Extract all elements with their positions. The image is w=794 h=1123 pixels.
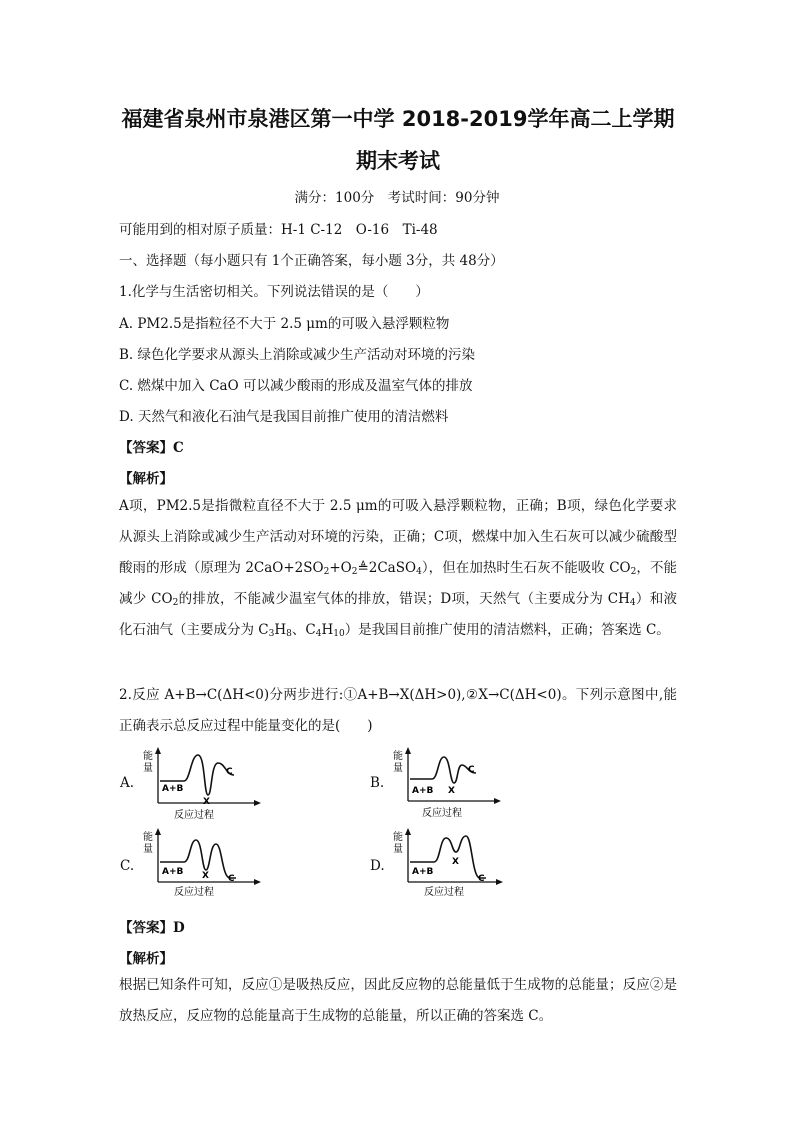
x-axis-label: 反应过程 [422, 808, 462, 819]
q2-answer: 【答案】D [119, 920, 185, 936]
q1-stem: 1.化学与生活密切相关。下列说法错误的是（ ） [119, 284, 429, 300]
label-reactant: A+B [162, 784, 184, 794]
label-product: C [478, 874, 485, 884]
q1-analysis-heading: 【解析】 [119, 471, 173, 487]
label-product: C [468, 765, 475, 775]
q2-option-c-label: C. [120, 858, 135, 874]
page-title: 福建省泉州市泉港区第一中学 2018-2019学年高二上学期期末考试 [121, 107, 675, 173]
x-axis-label: 反应过程 [174, 810, 214, 821]
label-intermediate: X [202, 871, 209, 881]
q1-option-c: C. 燃煤中加入 CaO 可以减少酸雨的形成及温室气体的排放 [119, 378, 473, 394]
energy-diagram-c [140, 828, 270, 898]
label-reactant: A+B [412, 867, 434, 877]
y-axis-label-2: 量 [143, 763, 153, 774]
label-intermediate: X [203, 797, 210, 807]
q2-analysis-heading: 【解析】 [119, 951, 173, 967]
energy-diagram-d [390, 828, 520, 898]
q1-option-b: B. 绿色化学要求从源头上消除或减少生产活动对环境的污染 [119, 347, 476, 363]
exam-info: 满分：100分 考试时间：90分钟 [294, 190, 500, 206]
x-axis-label: 反应过程 [174, 887, 214, 898]
label-product: C [228, 874, 235, 884]
section-heading: 一、选择题（每小题只有 1个正确答案，每小题 3分，共 48分） [119, 253, 504, 269]
y-axis-label-2: 量 [393, 844, 403, 855]
label-reactant: A+B [162, 867, 184, 877]
q1-option-a: A. PM2.5是指粒径不大于 2.5 μm的可吸入悬浮颗粒物 [119, 316, 450, 332]
energy-diagram-a [140, 745, 270, 823]
energy-diagram-b [390, 745, 520, 823]
label-product: C [226, 767, 233, 777]
y-axis-label-2: 量 [143, 844, 153, 855]
q1-answer: 【答案】C [119, 440, 184, 456]
atomic-masses: 可能用到的相对原子质量：H-1 C-12 O-16 Ti-48 [119, 222, 438, 238]
q2-analysis: 根据已知条件可知，反应①是吸热反应，因此反应物的总能量低于生成物的总能量；反应②是放热反应，反应物的总能量高于生成物的总能量，所以正确的答案选 C。 [119, 977, 677, 1024]
q1-option-d: D. 天然气和液化石油气是我国目前推广使用的清洁燃料 [119, 409, 449, 425]
y-axis-label-1: 能 [143, 832, 153, 843]
y-axis-label-2: 量 [393, 763, 403, 774]
x-axis-label: 反应过程 [424, 887, 464, 898]
label-reactant: A+B [412, 786, 434, 796]
q2-option-a-label: A. [120, 775, 135, 791]
y-axis-label-1: 能 [143, 751, 153, 762]
y-axis-label-1: 能 [393, 751, 403, 762]
q2-option-b-label: B. [370, 775, 385, 791]
y-axis-label-1: 能 [393, 832, 403, 843]
label-intermediate: X [452, 857, 459, 867]
label-intermediate: X [448, 786, 455, 796]
q2-stem: 2.反应 A+B→C(ΔH<0)分两步进行:①A+B→X(ΔH>0),②X→C(ΔH<0)。下列示意图中,能正确表示总反应过程中能量变化的是( ) [119, 687, 677, 734]
q2-option-d-label: D. [370, 858, 385, 874]
q1-analysis: A项，PM2.5是指微粒直径不大于 2.5 μm的可吸入悬浮颗粒物，正确；B项，绿色化学要求从源头上消除或减少生产活动对环境的污染，正确；C项，燃煤中加入生石灰可以减少硫酸型酸雨的形成（原理为 $2CaO+2SO_2+O_2≜2CaSO_4$），但在加热时生石灰不能吸收 $CO_2$，不能减少 $CO_2$的排放，不能减少温室气体的排放，错误；D项，天然气（主要成分为 $CH_4$）和液化石油气（主要成分为 $C_3H_8$、$C_4H_{10}$）是我国目前推广使用的清洁燃料，正确；答案选 C。 [119, 498, 678, 639]
